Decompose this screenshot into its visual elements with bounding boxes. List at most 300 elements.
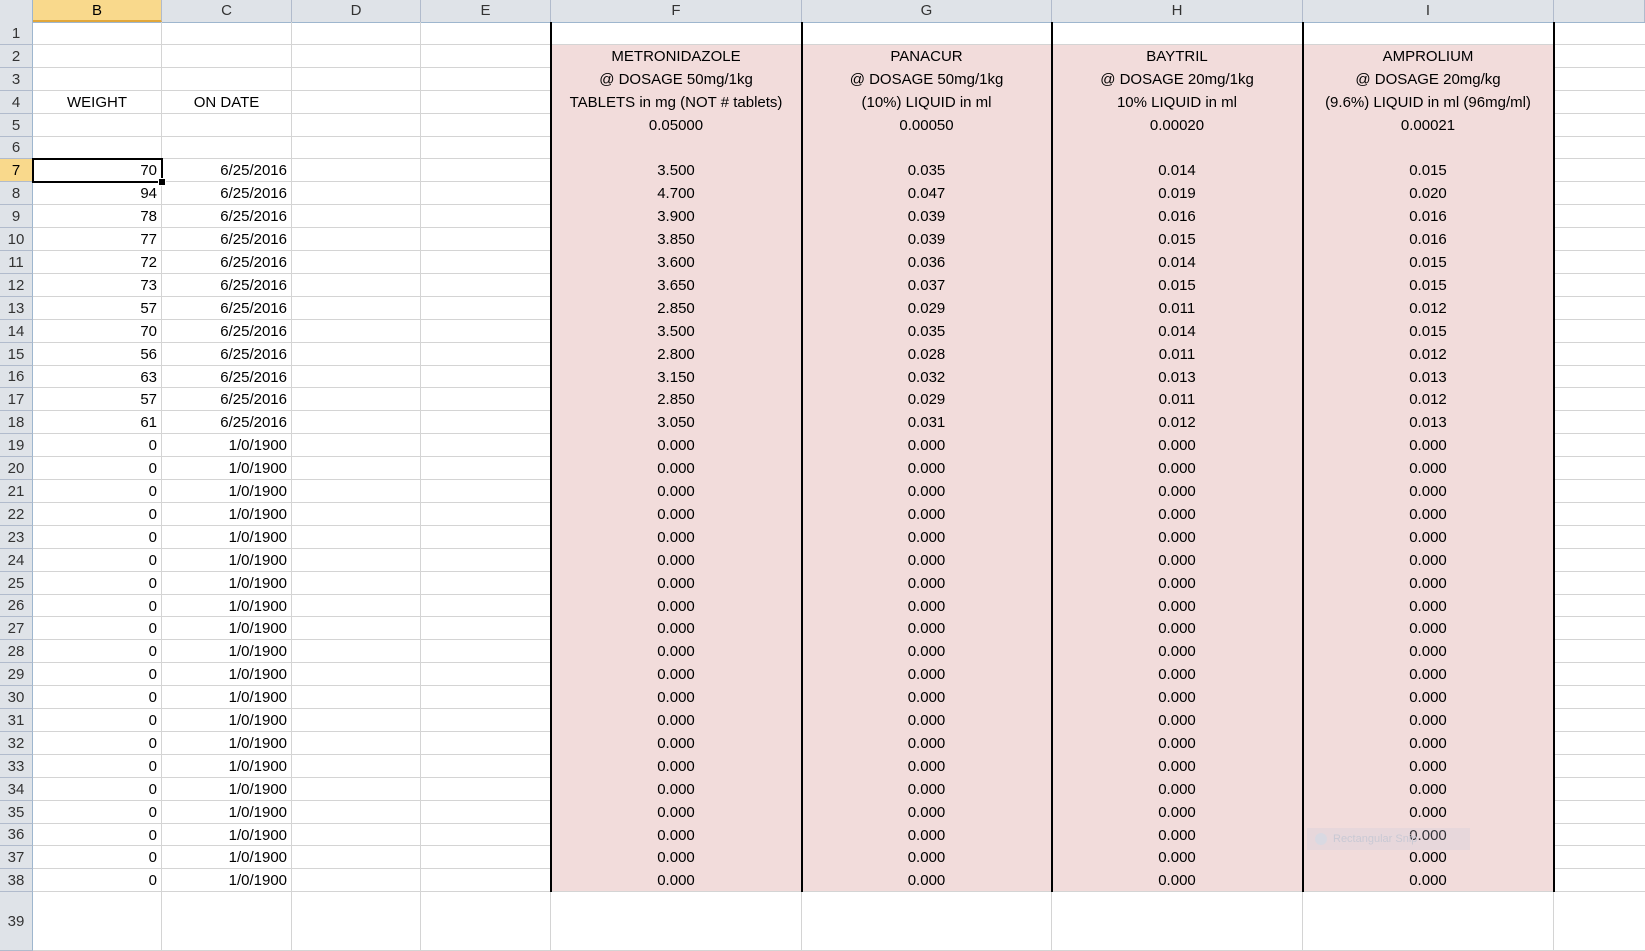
cell-b17[interactable]: 57 bbox=[33, 388, 162, 411]
cell-e39[interactable] bbox=[421, 892, 551, 951]
column-header-h[interactable]: H bbox=[1052, 0, 1303, 22]
cell-f1[interactable] bbox=[551, 22, 802, 45]
cell-i37[interactable]: 0.000 bbox=[1303, 846, 1554, 869]
cell-i2[interactable]: AMPROLIUM bbox=[1303, 45, 1554, 68]
cell-c22[interactable]: 1/0/1900 bbox=[162, 503, 292, 526]
cell-g34[interactable]: 0.000 bbox=[802, 778, 1052, 801]
cell-i27[interactable]: 0.000 bbox=[1303, 617, 1554, 640]
cell-d36[interactable] bbox=[292, 824, 421, 846]
cell-d2[interactable] bbox=[292, 45, 421, 68]
cell-g20[interactable]: 0.000 bbox=[802, 457, 1052, 480]
cell-i12[interactable]: 0.015 bbox=[1303, 274, 1554, 297]
row-header-34[interactable]: 34 bbox=[0, 778, 33, 801]
cell-b35[interactable]: 0 bbox=[33, 801, 162, 824]
cell-b4[interactable]: WEIGHT bbox=[33, 91, 162, 114]
row-header-1[interactable]: 1 bbox=[0, 22, 33, 45]
cell-e37[interactable] bbox=[421, 846, 551, 869]
cell-i19[interactable]: 0.000 bbox=[1303, 434, 1554, 457]
cell-d29[interactable] bbox=[292, 663, 421, 686]
cell-h12[interactable]: 0.015 bbox=[1052, 274, 1303, 297]
cell-i17[interactable]: 0.012 bbox=[1303, 388, 1554, 411]
cell-b25[interactable]: 0 bbox=[33, 572, 162, 595]
cell-c2[interactable] bbox=[162, 45, 292, 68]
cell-g29[interactable]: 0.000 bbox=[802, 663, 1052, 686]
cell-d9[interactable] bbox=[292, 205, 421, 228]
cell-c29[interactable]: 1/0/1900 bbox=[162, 663, 292, 686]
cell-f4[interactable]: TABLETS in mg (NOT # tablets) bbox=[551, 91, 802, 114]
cell-e19[interactable] bbox=[421, 434, 551, 457]
cell-g17[interactable]: 0.029 bbox=[802, 388, 1052, 411]
cell-f17[interactable]: 2.850 bbox=[551, 388, 802, 411]
row-header-24[interactable]: 24 bbox=[0, 549, 33, 572]
cell-d3[interactable] bbox=[292, 68, 421, 91]
cell-h26[interactable]: 0.000 bbox=[1052, 595, 1303, 617]
cell-i9[interactable]: 0.016 bbox=[1303, 205, 1554, 228]
cell-d23[interactable] bbox=[292, 526, 421, 549]
cell-e8[interactable] bbox=[421, 182, 551, 205]
cell-g5[interactable]: 0.00050 bbox=[802, 114, 1052, 137]
cell-f11[interactable]: 3.600 bbox=[551, 251, 802, 274]
cell-h4[interactable]: 10% LIQUID in ml bbox=[1052, 91, 1303, 114]
row-header-29[interactable]: 29 bbox=[0, 663, 33, 686]
cell-i32[interactable]: 0.000 bbox=[1303, 732, 1554, 755]
cell-b27[interactable]: 0 bbox=[33, 617, 162, 640]
cell-e14[interactable] bbox=[421, 320, 551, 343]
row-header-18[interactable]: 18 bbox=[0, 411, 33, 434]
row-header-37[interactable]: 37 bbox=[0, 846, 33, 869]
cell-e3[interactable] bbox=[421, 68, 551, 91]
cell-f26[interactable]: 0.000 bbox=[551, 595, 802, 617]
cell-g14[interactable]: 0.035 bbox=[802, 320, 1052, 343]
cell-f36[interactable]: 0.000 bbox=[551, 824, 802, 846]
cell-g15[interactable]: 0.028 bbox=[802, 343, 1052, 366]
cell-i35[interactable]: 0.000 bbox=[1303, 801, 1554, 824]
cell-b21[interactable]: 0 bbox=[33, 480, 162, 503]
cell-d27[interactable] bbox=[292, 617, 421, 640]
cell-e17[interactable] bbox=[421, 388, 551, 411]
cell-b11[interactable]: 72 bbox=[33, 251, 162, 274]
cell-h3[interactable]: @ DOSAGE 20mg/1kg bbox=[1052, 68, 1303, 91]
cell-d22[interactable] bbox=[292, 503, 421, 526]
cell-e9[interactable] bbox=[421, 205, 551, 228]
cell-f19[interactable]: 0.000 bbox=[551, 434, 802, 457]
cell-c6[interactable] bbox=[162, 137, 292, 159]
cell-d33[interactable] bbox=[292, 755, 421, 778]
cell-g12[interactable]: 0.037 bbox=[802, 274, 1052, 297]
cell-e27[interactable] bbox=[421, 617, 551, 640]
column-header-g[interactable]: G bbox=[802, 0, 1052, 22]
cell-b31[interactable]: 0 bbox=[33, 709, 162, 732]
row-header-11[interactable]: 11 bbox=[0, 251, 33, 274]
cell-i34[interactable]: 0.000 bbox=[1303, 778, 1554, 801]
cell-d12[interactable] bbox=[292, 274, 421, 297]
cell-e1[interactable] bbox=[421, 22, 551, 45]
row-header-7[interactable]: 7 bbox=[0, 159, 33, 182]
cell-h27[interactable]: 0.000 bbox=[1052, 617, 1303, 640]
cell-c7[interactable]: 6/25/2016 bbox=[162, 159, 292, 182]
cell-e7[interactable] bbox=[421, 159, 551, 182]
cell-g19[interactable]: 0.000 bbox=[802, 434, 1052, 457]
cell-b34[interactable]: 0 bbox=[33, 778, 162, 801]
cell-f16[interactable]: 3.150 bbox=[551, 366, 802, 388]
cell-e34[interactable] bbox=[421, 778, 551, 801]
cell-i36[interactable]: 0.000 bbox=[1303, 824, 1554, 846]
cell-e11[interactable] bbox=[421, 251, 551, 274]
column-header-b[interactable]: B bbox=[33, 0, 162, 22]
cell-i1[interactable] bbox=[1303, 22, 1554, 45]
cell-c33[interactable]: 1/0/1900 bbox=[162, 755, 292, 778]
cell-h18[interactable]: 0.012 bbox=[1052, 411, 1303, 434]
cell-f13[interactable]: 2.850 bbox=[551, 297, 802, 320]
cell-h21[interactable]: 0.000 bbox=[1052, 480, 1303, 503]
cell-i8[interactable]: 0.020 bbox=[1303, 182, 1554, 205]
cell-d5[interactable] bbox=[292, 114, 421, 137]
cell-b39[interactable] bbox=[33, 892, 162, 951]
cell-e6[interactable] bbox=[421, 137, 551, 159]
cell-i28[interactable]: 0.000 bbox=[1303, 640, 1554, 663]
cell-f7[interactable]: 3.500 bbox=[551, 159, 802, 182]
cell-e18[interactable] bbox=[421, 411, 551, 434]
cell-e24[interactable] bbox=[421, 549, 551, 572]
cell-i11[interactable]: 0.015 bbox=[1303, 251, 1554, 274]
row-header-14[interactable]: 14 bbox=[0, 320, 33, 343]
cell-f24[interactable]: 0.000 bbox=[551, 549, 802, 572]
row-header-27[interactable]: 27 bbox=[0, 617, 33, 640]
cell-i23[interactable]: 0.000 bbox=[1303, 526, 1554, 549]
cell-i6[interactable] bbox=[1303, 137, 1554, 159]
cell-c34[interactable]: 1/0/1900 bbox=[162, 778, 292, 801]
cell-g27[interactable]: 0.000 bbox=[802, 617, 1052, 640]
cell-i38[interactable]: 0.000 bbox=[1303, 869, 1554, 892]
cell-g38[interactable]: 0.000 bbox=[802, 869, 1052, 892]
cell-f18[interactable]: 3.050 bbox=[551, 411, 802, 434]
cell-d32[interactable] bbox=[292, 732, 421, 755]
cell-d8[interactable] bbox=[292, 182, 421, 205]
cell-h2[interactable]: BAYTRIL bbox=[1052, 45, 1303, 68]
cell-d15[interactable] bbox=[292, 343, 421, 366]
row-header-9[interactable]: 9 bbox=[0, 205, 33, 228]
cell-h13[interactable]: 0.011 bbox=[1052, 297, 1303, 320]
row-header-35[interactable]: 35 bbox=[0, 801, 33, 824]
cell-g31[interactable]: 0.000 bbox=[802, 709, 1052, 732]
row-header-12[interactable]: 12 bbox=[0, 274, 33, 297]
cell-h35[interactable]: 0.000 bbox=[1052, 801, 1303, 824]
cell-c21[interactable]: 1/0/1900 bbox=[162, 480, 292, 503]
cell-d24[interactable] bbox=[292, 549, 421, 572]
cell-e13[interactable] bbox=[421, 297, 551, 320]
cell-h34[interactable]: 0.000 bbox=[1052, 778, 1303, 801]
cell-g23[interactable]: 0.000 bbox=[802, 526, 1052, 549]
cell-f10[interactable]: 3.850 bbox=[551, 228, 802, 251]
cell-b29[interactable]: 0 bbox=[33, 663, 162, 686]
cell-g13[interactable]: 0.029 bbox=[802, 297, 1052, 320]
cell-d28[interactable] bbox=[292, 640, 421, 663]
column-header-i[interactable]: I bbox=[1303, 0, 1554, 22]
row-header-25[interactable]: 25 bbox=[0, 572, 33, 595]
cell-h1[interactable] bbox=[1052, 22, 1303, 45]
row-header-28[interactable]: 28 bbox=[0, 640, 33, 663]
cell-c3[interactable] bbox=[162, 68, 292, 91]
cell-i26[interactable]: 0.000 bbox=[1303, 595, 1554, 617]
cell-g11[interactable]: 0.036 bbox=[802, 251, 1052, 274]
cell-c37[interactable]: 1/0/1900 bbox=[162, 846, 292, 869]
row-header-13[interactable]: 13 bbox=[0, 297, 33, 320]
cell-f9[interactable]: 3.900 bbox=[551, 205, 802, 228]
cell-g22[interactable]: 0.000 bbox=[802, 503, 1052, 526]
cell-f20[interactable]: 0.000 bbox=[551, 457, 802, 480]
cell-c8[interactable]: 6/25/2016 bbox=[162, 182, 292, 205]
row-header-23[interactable]: 23 bbox=[0, 526, 33, 549]
cell-e33[interactable] bbox=[421, 755, 551, 778]
cell-g32[interactable]: 0.000 bbox=[802, 732, 1052, 755]
cell-c23[interactable]: 1/0/1900 bbox=[162, 526, 292, 549]
cell-c19[interactable]: 1/0/1900 bbox=[162, 434, 292, 457]
cell-g36[interactable]: 0.000 bbox=[802, 824, 1052, 846]
cell-i21[interactable]: 0.000 bbox=[1303, 480, 1554, 503]
cell-h28[interactable]: 0.000 bbox=[1052, 640, 1303, 663]
cell-h39[interactable] bbox=[1052, 892, 1303, 951]
cell-g26[interactable]: 0.000 bbox=[802, 595, 1052, 617]
cell-e22[interactable] bbox=[421, 503, 551, 526]
cell-c14[interactable]: 6/25/2016 bbox=[162, 320, 292, 343]
cell-e2[interactable] bbox=[421, 45, 551, 68]
row-header-3[interactable]: 3 bbox=[0, 68, 33, 91]
cell-i30[interactable]: 0.000 bbox=[1303, 686, 1554, 709]
row-header-22[interactable]: 22 bbox=[0, 503, 33, 526]
cell-c1[interactable] bbox=[162, 22, 292, 45]
cell-g1[interactable] bbox=[802, 22, 1052, 45]
cell-e26[interactable] bbox=[421, 595, 551, 617]
cell-d38[interactable] bbox=[292, 869, 421, 892]
cell-g30[interactable]: 0.000 bbox=[802, 686, 1052, 709]
cell-e32[interactable] bbox=[421, 732, 551, 755]
cell-d35[interactable] bbox=[292, 801, 421, 824]
cell-g2[interactable]: PANACUR bbox=[802, 45, 1052, 68]
cell-c30[interactable]: 1/0/1900 bbox=[162, 686, 292, 709]
row-header-6[interactable]: 6 bbox=[0, 137, 33, 159]
cell-g16[interactable]: 0.032 bbox=[802, 366, 1052, 388]
cell-b10[interactable]: 77 bbox=[33, 228, 162, 251]
cell-e31[interactable] bbox=[421, 709, 551, 732]
select-all-corner[interactable] bbox=[0, 0, 33, 22]
cell-d19[interactable] bbox=[292, 434, 421, 457]
cell-h25[interactable]: 0.000 bbox=[1052, 572, 1303, 595]
cell-g24[interactable]: 0.000 bbox=[802, 549, 1052, 572]
cell-b6[interactable] bbox=[33, 137, 162, 159]
column-header-c[interactable]: C bbox=[162, 0, 292, 22]
cell-h29[interactable]: 0.000 bbox=[1052, 663, 1303, 686]
cell-d25[interactable] bbox=[292, 572, 421, 595]
cell-b19[interactable]: 0 bbox=[33, 434, 162, 457]
cell-e29[interactable] bbox=[421, 663, 551, 686]
cell-b37[interactable]: 0 bbox=[33, 846, 162, 869]
column-header-d[interactable]: D bbox=[292, 0, 421, 22]
cell-c5[interactable] bbox=[162, 114, 292, 137]
cell-g6[interactable] bbox=[802, 137, 1052, 159]
cell-f35[interactable]: 0.000 bbox=[551, 801, 802, 824]
cell-f33[interactable]: 0.000 bbox=[551, 755, 802, 778]
cell-h6[interactable] bbox=[1052, 137, 1303, 159]
cell-b1[interactable] bbox=[33, 22, 162, 45]
cell-i13[interactable]: 0.012 bbox=[1303, 297, 1554, 320]
cell-c25[interactable]: 1/0/1900 bbox=[162, 572, 292, 595]
cell-d10[interactable] bbox=[292, 228, 421, 251]
cell-d20[interactable] bbox=[292, 457, 421, 480]
cell-f34[interactable]: 0.000 bbox=[551, 778, 802, 801]
cell-c35[interactable]: 1/0/1900 bbox=[162, 801, 292, 824]
cell-c26[interactable]: 1/0/1900 bbox=[162, 595, 292, 617]
cell-i39[interactable] bbox=[1303, 892, 1554, 951]
cell-h37[interactable]: 0.000 bbox=[1052, 846, 1303, 869]
row-header-10[interactable]: 10 bbox=[0, 228, 33, 251]
cell-b26[interactable]: 0 bbox=[33, 595, 162, 617]
cell-h20[interactable]: 0.000 bbox=[1052, 457, 1303, 480]
cell-f8[interactable]: 4.700 bbox=[551, 182, 802, 205]
cell-d37[interactable] bbox=[292, 846, 421, 869]
row-header-39[interactable]: 39 bbox=[0, 892, 33, 951]
cell-h8[interactable]: 0.019 bbox=[1052, 182, 1303, 205]
cell-g10[interactable]: 0.039 bbox=[802, 228, 1052, 251]
row-header-15[interactable]: 15 bbox=[0, 343, 33, 366]
cell-d16[interactable] bbox=[292, 366, 421, 388]
cell-b22[interactable]: 0 bbox=[33, 503, 162, 526]
row-header-21[interactable]: 21 bbox=[0, 480, 33, 503]
cell-h24[interactable]: 0.000 bbox=[1052, 549, 1303, 572]
cell-e4[interactable] bbox=[421, 91, 551, 114]
row-header-32[interactable]: 32 bbox=[0, 732, 33, 755]
column-header-e[interactable]: E bbox=[421, 0, 551, 22]
cell-f6[interactable] bbox=[551, 137, 802, 159]
cell-f29[interactable]: 0.000 bbox=[551, 663, 802, 686]
cell-i3[interactable]: @ DOSAGE 20mg/kg bbox=[1303, 68, 1554, 91]
cell-h16[interactable]: 0.013 bbox=[1052, 366, 1303, 388]
row-header-8[interactable]: 8 bbox=[0, 182, 33, 205]
cell-c10[interactable]: 6/25/2016 bbox=[162, 228, 292, 251]
cell-d7[interactable] bbox=[292, 159, 421, 182]
cell-c11[interactable]: 6/25/2016 bbox=[162, 251, 292, 274]
cell-c18[interactable]: 6/25/2016 bbox=[162, 411, 292, 434]
cell-i24[interactable]: 0.000 bbox=[1303, 549, 1554, 572]
cell-c27[interactable]: 1/0/1900 bbox=[162, 617, 292, 640]
cell-e15[interactable] bbox=[421, 343, 551, 366]
cell-b23[interactable]: 0 bbox=[33, 526, 162, 549]
cell-e10[interactable] bbox=[421, 228, 551, 251]
cell-h14[interactable]: 0.014 bbox=[1052, 320, 1303, 343]
cell-b14[interactable]: 70 bbox=[33, 320, 162, 343]
cell-e23[interactable] bbox=[421, 526, 551, 549]
cell-f14[interactable]: 3.500 bbox=[551, 320, 802, 343]
cell-g33[interactable]: 0.000 bbox=[802, 755, 1052, 778]
cell-h19[interactable]: 0.000 bbox=[1052, 434, 1303, 457]
cell-i10[interactable]: 0.016 bbox=[1303, 228, 1554, 251]
cell-e5[interactable] bbox=[421, 114, 551, 137]
cell-h15[interactable]: 0.011 bbox=[1052, 343, 1303, 366]
cell-c9[interactable]: 6/25/2016 bbox=[162, 205, 292, 228]
cell-d30[interactable] bbox=[292, 686, 421, 709]
cell-c31[interactable]: 1/0/1900 bbox=[162, 709, 292, 732]
row-header-16[interactable]: 16 bbox=[0, 366, 33, 388]
cell-d11[interactable] bbox=[292, 251, 421, 274]
cell-i18[interactable]: 0.013 bbox=[1303, 411, 1554, 434]
cell-h31[interactable]: 0.000 bbox=[1052, 709, 1303, 732]
row-header-2[interactable]: 2 bbox=[0, 45, 33, 68]
row-header-36[interactable]: 36 bbox=[0, 824, 33, 846]
cell-d26[interactable] bbox=[292, 595, 421, 617]
cell-h22[interactable]: 0.000 bbox=[1052, 503, 1303, 526]
cell-b3[interactable] bbox=[33, 68, 162, 91]
cell-b33[interactable]: 0 bbox=[33, 755, 162, 778]
cell-d1[interactable] bbox=[292, 22, 421, 45]
cell-d34[interactable] bbox=[292, 778, 421, 801]
cell-i25[interactable]: 0.000 bbox=[1303, 572, 1554, 595]
row-header-30[interactable]: 30 bbox=[0, 686, 33, 709]
cell-c32[interactable]: 1/0/1900 bbox=[162, 732, 292, 755]
cell-c16[interactable]: 6/25/2016 bbox=[162, 366, 292, 388]
row-header-17[interactable]: 17 bbox=[0, 388, 33, 411]
cell-b38[interactable]: 0 bbox=[33, 869, 162, 892]
cell-b2[interactable] bbox=[33, 45, 162, 68]
cell-e20[interactable] bbox=[421, 457, 551, 480]
cell-f32[interactable]: 0.000 bbox=[551, 732, 802, 755]
cell-f31[interactable]: 0.000 bbox=[551, 709, 802, 732]
cell-h32[interactable]: 0.000 bbox=[1052, 732, 1303, 755]
cell-d4[interactable] bbox=[292, 91, 421, 114]
cell-e12[interactable] bbox=[421, 274, 551, 297]
cell-c12[interactable]: 6/25/2016 bbox=[162, 274, 292, 297]
cell-f30[interactable]: 0.000 bbox=[551, 686, 802, 709]
cell-b5[interactable] bbox=[33, 114, 162, 137]
cell-f2[interactable]: METRONIDAZOLE bbox=[551, 45, 802, 68]
cell-i31[interactable]: 0.000 bbox=[1303, 709, 1554, 732]
cell-c39[interactable] bbox=[162, 892, 292, 951]
cell-b8[interactable]: 94 bbox=[33, 182, 162, 205]
cell-g25[interactable]: 0.000 bbox=[802, 572, 1052, 595]
cell-g39[interactable] bbox=[802, 892, 1052, 951]
cell-i7[interactable]: 0.015 bbox=[1303, 159, 1554, 182]
cell-e25[interactable] bbox=[421, 572, 551, 595]
cell-f12[interactable]: 3.650 bbox=[551, 274, 802, 297]
cell-d21[interactable] bbox=[292, 480, 421, 503]
cell-h7[interactable]: 0.014 bbox=[1052, 159, 1303, 182]
cell-b12[interactable]: 73 bbox=[33, 274, 162, 297]
row-header-26[interactable]: 26 bbox=[0, 595, 33, 617]
cell-d17[interactable] bbox=[292, 388, 421, 411]
cell-c15[interactable]: 6/25/2016 bbox=[162, 343, 292, 366]
cell-h9[interactable]: 0.016 bbox=[1052, 205, 1303, 228]
cell-h11[interactable]: 0.014 bbox=[1052, 251, 1303, 274]
cell-b24[interactable]: 0 bbox=[33, 549, 162, 572]
cell-h5[interactable]: 0.00020 bbox=[1052, 114, 1303, 137]
cell-e28[interactable] bbox=[421, 640, 551, 663]
cell-b18[interactable]: 61 bbox=[33, 411, 162, 434]
cell-b32[interactable]: 0 bbox=[33, 732, 162, 755]
cell-f5[interactable]: 0.05000 bbox=[551, 114, 802, 137]
cell-f21[interactable]: 0.000 bbox=[551, 480, 802, 503]
cell-g21[interactable]: 0.000 bbox=[802, 480, 1052, 503]
cell-f28[interactable]: 0.000 bbox=[551, 640, 802, 663]
cell-i29[interactable]: 0.000 bbox=[1303, 663, 1554, 686]
cell-b36[interactable]: 0 bbox=[33, 824, 162, 846]
cell-e36[interactable] bbox=[421, 824, 551, 846]
cell-d13[interactable] bbox=[292, 297, 421, 320]
row-header-31[interactable]: 31 bbox=[0, 709, 33, 732]
fill-handle[interactable] bbox=[158, 178, 166, 186]
cell-c24[interactable]: 1/0/1900 bbox=[162, 549, 292, 572]
cell-b16[interactable]: 63 bbox=[33, 366, 162, 388]
cell-i22[interactable]: 0.000 bbox=[1303, 503, 1554, 526]
row-header-38[interactable]: 38 bbox=[0, 869, 33, 892]
cell-i16[interactable]: 0.013 bbox=[1303, 366, 1554, 388]
